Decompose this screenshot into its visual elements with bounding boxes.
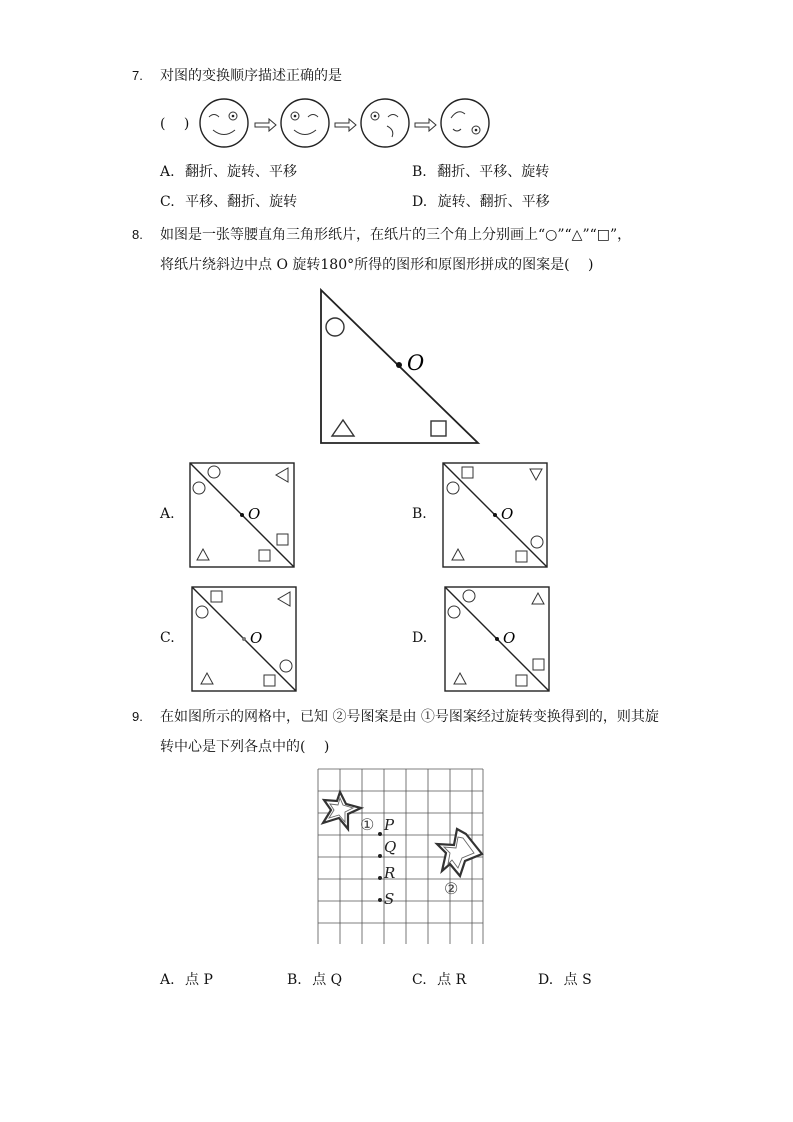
q9-number: 9. (132, 709, 143, 724)
arrow-1 (255, 119, 276, 131)
mark-1: ① (360, 815, 375, 834)
face-4 (441, 99, 489, 147)
face-3 (361, 99, 409, 147)
option-text: 点 S (563, 972, 592, 988)
q9-option-d[interactable] (538, 969, 592, 989)
q8-option-a-label[interactable]: A. (160, 506, 175, 522)
point-q-label: Q (384, 838, 397, 856)
q8-line-1: 如图是一张等腰直角三角形纸片，在纸片的三个角上分别画上“○”“△”“□”， (160, 227, 632, 243)
option-label: B. (412, 164, 427, 180)
arrow-3 (415, 119, 436, 131)
option-point-label: O (248, 505, 261, 523)
q8-option-d-label[interactable]: D. (412, 630, 428, 646)
q9-line-2: 转中心是下列各点中的( ) (160, 739, 330, 755)
option-label: A. (160, 164, 175, 180)
q8-number: 8. (132, 227, 143, 242)
option-label: C. (412, 972, 427, 988)
q8-option-d-figure[interactable] (444, 586, 550, 692)
q7-option-b[interactable] (412, 161, 549, 181)
option-text: 平移、翻折、旋转 (185, 194, 298, 210)
option-label: D. (538, 972, 554, 988)
mark-2: ② (444, 879, 459, 898)
q8-line-2: 将纸片绕斜边中点 O 旋转180°所得的图形和原图形拼成的图案是( ) (160, 257, 594, 273)
face-1 (200, 99, 248, 147)
face-2 (281, 99, 329, 147)
q8-option-b-label[interactable]: B. (412, 506, 427, 522)
q7-answer-paren: ( ) (160, 116, 190, 132)
q9-line-1: 在如图所示的网格中，已知 ②号图案是由 ①号图案经过旋转变换得到的，则其旋 (160, 709, 659, 725)
q9-option-a[interactable] (160, 969, 213, 989)
q7-option-a[interactable] (160, 161, 297, 181)
option-label: C. (160, 194, 175, 210)
q9-grid-figure (317, 768, 485, 946)
option-point-label: O (501, 505, 514, 523)
option-text: 点 Q (312, 972, 343, 988)
option-text: 翻折、旋转、平移 (185, 164, 298, 180)
option-text: 翻折、平移、旋转 (437, 164, 550, 180)
q8-option-b-figure[interactable] (442, 462, 548, 568)
q9-option-b[interactable] (287, 969, 342, 989)
option-label: D. (412, 194, 428, 210)
arrow-2 (335, 119, 356, 131)
q8-option-c-label[interactable]: C. (160, 630, 175, 646)
option-text: 旋转、翻折、平移 (437, 194, 550, 210)
q7-stem: 对图的变换顺序描述正确的是 (160, 68, 342, 84)
star-2 (437, 829, 482, 876)
star-1 (323, 792, 361, 829)
option-label: A. (160, 972, 175, 988)
q8-option-c-figure[interactable] (191, 586, 297, 692)
q7-option-d[interactable] (412, 191, 550, 211)
option-text: 点 R (437, 972, 467, 988)
option-label: B. (287, 972, 302, 988)
q9-option-c[interactable] (412, 969, 466, 989)
option-point-label: O (250, 629, 263, 647)
option-text: 点 P (185, 972, 213, 988)
q7-faces-figure (195, 96, 495, 156)
q7-number: 7. (132, 68, 143, 83)
q8-triangle-figure (318, 287, 488, 447)
center-point-label: O (407, 351, 425, 375)
q8-option-a-figure[interactable] (189, 462, 295, 568)
option-point-label: O (503, 629, 516, 647)
q7-option-c[interactable] (160, 191, 297, 211)
point-s-label: S (384, 890, 395, 908)
point-r-label: R (384, 864, 396, 882)
point-p-label: P (384, 816, 395, 834)
